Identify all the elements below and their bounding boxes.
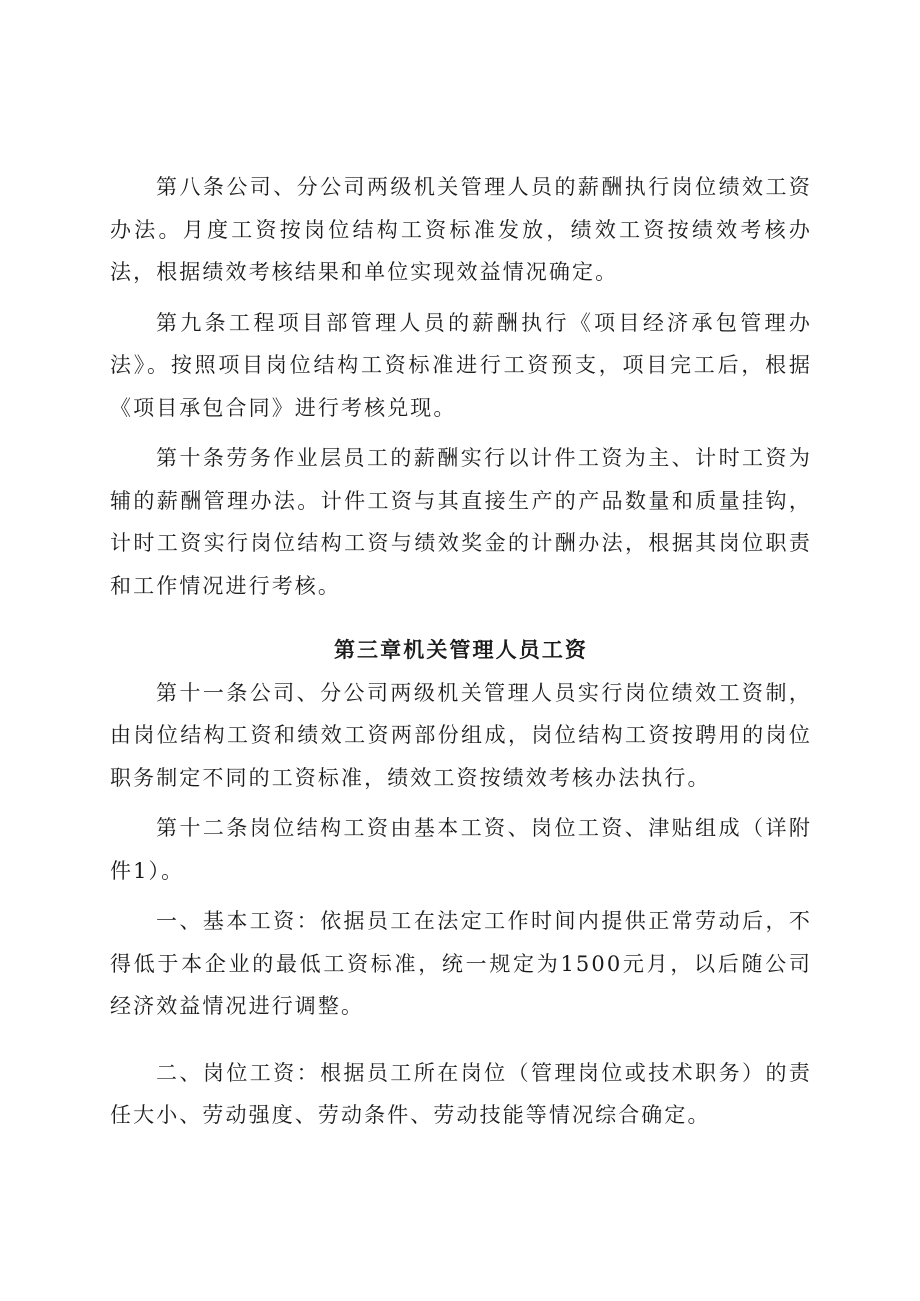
chapter-3-heading: 第三章机关管理人员工资 [333, 637, 589, 662]
article-11-paragraph: 第十一条公司、分公司两级机关管理人员实行岗位绩效工资制，由岗位结构工资和绩效工资两部份组成，岗位结构工资按聘用的岗位职务制定不同的工资标准，绩效工资按绩效考核办法执行。 [110, 680, 812, 790]
article-12-paragraph: 第十二条岗位结构工资由基本工资、岗位工资、津贴组成（详附件1）。 [110, 816, 812, 883]
basic-salary-paragraph: 一、基本工资：依据员工在法定工作时间内提供正常劳动后，不得低于本企业的最低工资标准，统一规定为1500元月，以后随公司经济效益情况进行调整。 [110, 909, 812, 1018]
document-body [110, 166, 812, 1137]
position-salary-paragraph: 二、岗位工资：根据员工所在岗位（管理岗位或技术职务）的责任大小、劳动强度、劳动条件、劳动技能等情况综合确定。 [110, 1060, 812, 1127]
article-9-paragraph: 第九条工程项目部管理人员的薪酬执行《项目经济承包管理办法》。按照项目岗位结构工资标准进行工资预支，项目完工后，根据《项目承包合同》进行考核兑现。 [110, 310, 812, 420]
article-8-paragraph: 第八条公司、分公司两级机关管理人员的薪酬执行岗位绩效工资办法。月度工资按岗位结构工资标准发放，绩效工资按绩效考核办法，根据绩效考核结果和单位实现效益情况确定。 [110, 175, 812, 284]
article-10-paragraph: 第十条劳务作业层员工的薪酬实行以计件工资为主、计时工资为辅的薪酬管理办法。计件工资与其直接生产的产品数量和质量挂钩，计时工资实行岗位结构工资与绩效奖金的计酬办法，根据其岗位职责和工作情况进行考核。 [110, 446, 812, 598]
